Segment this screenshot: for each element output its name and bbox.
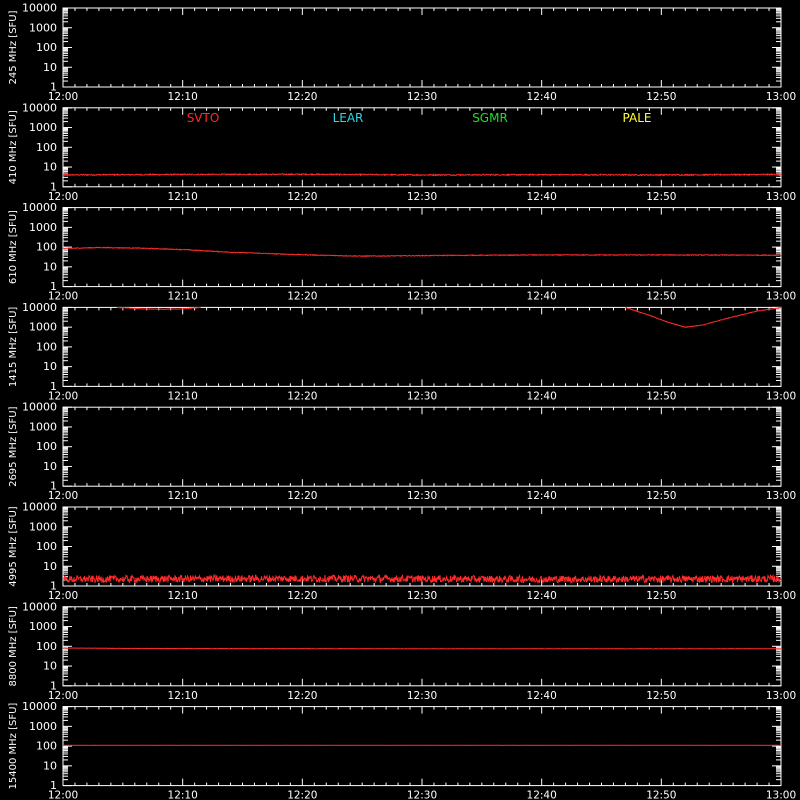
legend-pale: PALE bbox=[622, 110, 652, 125]
x-tick-label: 13:00 bbox=[765, 390, 797, 403]
x-tick-label: 12:40 bbox=[526, 190, 557, 203]
x-tick-label: 12:10 bbox=[167, 689, 198, 702]
x-tick-label: 12:20 bbox=[287, 490, 318, 503]
x-tick-label: 12:50 bbox=[646, 390, 677, 403]
y-tick-label: 10 bbox=[43, 559, 57, 573]
x-tick-label: 12:30 bbox=[406, 789, 438, 800]
x-tick-label: 12:30 bbox=[406, 390, 438, 403]
x-tick-label: 12:10 bbox=[167, 590, 198, 602]
y-tick-label: 100 bbox=[36, 140, 57, 154]
y-tick-label: 1 bbox=[50, 679, 57, 693]
y-tick-label: 1000 bbox=[29, 320, 57, 334]
y-tick-label: 10000 bbox=[22, 600, 57, 614]
x-tick-label: 12:20 bbox=[287, 590, 318, 602]
x-tick-label: 12:50 bbox=[646, 490, 677, 503]
y-axis-label: 410 MHz [SFU] bbox=[8, 110, 19, 185]
x-tick-label: 12:10 bbox=[167, 91, 198, 103]
y-axis-label: 2695 MHz [SFU] bbox=[8, 406, 19, 487]
x-tick-label: 12:00 bbox=[47, 590, 79, 602]
x-tick-label: 12:40 bbox=[526, 490, 557, 503]
y-tick-label: 1 bbox=[50, 80, 57, 94]
x-tick-label: 12:30 bbox=[406, 689, 438, 702]
x-tick-label: 12:40 bbox=[526, 91, 557, 103]
x-tick-label: 12:10 bbox=[167, 190, 198, 203]
x-tick-label: 13:00 bbox=[765, 190, 797, 203]
y-tick-label: 10000 bbox=[22, 400, 57, 414]
x-tick-label: 12:10 bbox=[167, 290, 198, 303]
y-tick-label: 10000 bbox=[22, 300, 57, 314]
x-tick-label: 12:30 bbox=[406, 190, 438, 203]
y-tick-label: 10000 bbox=[22, 1, 57, 15]
y-tick-label: 1000 bbox=[29, 719, 57, 733]
x-tick-label: 12:10 bbox=[167, 490, 198, 503]
x-tick-label: 12:30 bbox=[406, 590, 438, 602]
y-tick-label: 10 bbox=[43, 459, 57, 473]
y-tick-label: 100 bbox=[36, 440, 57, 454]
y-tick-label: 100 bbox=[36, 340, 57, 354]
x-tick-label: 12:40 bbox=[526, 689, 557, 702]
x-tick-label: 12:00 bbox=[47, 789, 79, 800]
x-tick-label: 12:40 bbox=[526, 590, 557, 602]
y-axis-label: 15400 MHz [SFU] bbox=[8, 702, 19, 790]
x-tick-label: 12:30 bbox=[406, 91, 438, 103]
y-tick-label: 10000 bbox=[22, 700, 57, 714]
y-tick-label: 1 bbox=[50, 379, 57, 393]
y-tick-label: 1 bbox=[50, 779, 57, 793]
x-tick-label: 13:00 bbox=[765, 91, 797, 103]
x-tick-label: 12:10 bbox=[167, 789, 198, 800]
y-axis-label: 4995 MHz [SFU] bbox=[8, 506, 19, 587]
x-tick-label: 12:30 bbox=[406, 490, 438, 503]
y-tick-label: 1000 bbox=[29, 21, 57, 35]
x-tick-label: 12:50 bbox=[646, 590, 677, 602]
y-tick-label: 100 bbox=[36, 540, 57, 553]
y-tick-label: 100 bbox=[36, 739, 57, 753]
y-tick-label: 10 bbox=[43, 160, 57, 174]
y-tick-label: 100 bbox=[36, 240, 57, 254]
x-tick-label: 13:00 bbox=[765, 290, 797, 303]
x-tick-label: 12:50 bbox=[646, 91, 677, 103]
x-tick-label: 12:00 bbox=[47, 190, 79, 203]
y-tick-label: 1000 bbox=[29, 220, 57, 234]
x-tick-label: 12:00 bbox=[47, 290, 79, 303]
x-tick-label: 12:10 bbox=[167, 390, 198, 403]
x-tick-label: 12:20 bbox=[287, 190, 318, 203]
x-tick-label: 12:20 bbox=[287, 91, 318, 103]
y-tick-label: 10 bbox=[43, 60, 57, 74]
y-tick-label: 100 bbox=[36, 639, 57, 653]
y-tick-label: 10 bbox=[43, 659, 57, 673]
y-axis-label: 1415 MHz [SFU] bbox=[8, 306, 19, 388]
y-tick-label: 10 bbox=[43, 360, 57, 374]
y-tick-label: 1 bbox=[50, 180, 57, 194]
y-tick-label: 1000 bbox=[29, 520, 57, 534]
legend-sgmr: SGMR bbox=[472, 110, 508, 125]
x-tick-label: 13:00 bbox=[765, 590, 797, 602]
x-tick-label: 12:00 bbox=[47, 490, 79, 503]
x-tick-label: 12:50 bbox=[646, 290, 677, 303]
x-tick-label: 12:00 bbox=[47, 390, 79, 403]
y-tick-label: 10000 bbox=[22, 500, 57, 514]
y-tick-label: 1 bbox=[50, 579, 57, 593]
x-tick-label: 12:00 bbox=[47, 91, 79, 103]
y-tick-label: 10 bbox=[43, 759, 57, 773]
x-tick-label: 13:00 bbox=[765, 689, 797, 702]
x-tick-label: 13:00 bbox=[765, 789, 797, 800]
y-tick-label: 10 bbox=[43, 260, 57, 274]
y-axis-label: 8800 MHz [SFU] bbox=[8, 606, 19, 687]
y-tick-label: 10000 bbox=[22, 101, 57, 115]
y-tick-label: 1 bbox=[50, 280, 57, 294]
x-tick-label: 12:40 bbox=[526, 789, 557, 800]
x-tick-label: 12:40 bbox=[526, 290, 557, 303]
x-tick-label: 12:50 bbox=[646, 789, 677, 800]
y-tick-label: 10000 bbox=[22, 201, 57, 215]
x-tick-label: 12:30 bbox=[406, 290, 438, 303]
y-tick-label: 1 bbox=[50, 479, 57, 493]
y-tick-label: 1000 bbox=[29, 620, 57, 634]
x-tick-label: 12:50 bbox=[646, 689, 677, 702]
x-tick-label: 12:20 bbox=[287, 689, 318, 702]
y-axis-label: 245 MHz [SFU] bbox=[8, 10, 19, 85]
y-tick-label: 100 bbox=[36, 41, 57, 54]
x-tick-label: 13:00 bbox=[765, 490, 797, 503]
legend-svto: SVTO bbox=[186, 110, 220, 125]
x-tick-label: 12:40 bbox=[526, 390, 557, 403]
x-tick-label: 12:20 bbox=[287, 290, 318, 303]
x-tick-label: 12:00 bbox=[47, 689, 79, 702]
x-tick-label: 12:20 bbox=[287, 789, 318, 800]
x-tick-label: 12:20 bbox=[287, 390, 318, 403]
y-axis-label: 610 MHz [SFU] bbox=[8, 210, 19, 285]
x-tick-label: 12:50 bbox=[646, 190, 677, 203]
y-tick-label: 1000 bbox=[29, 420, 57, 434]
y-tick-label: 1000 bbox=[29, 121, 57, 135]
legend-lear: LEAR bbox=[332, 110, 364, 125]
